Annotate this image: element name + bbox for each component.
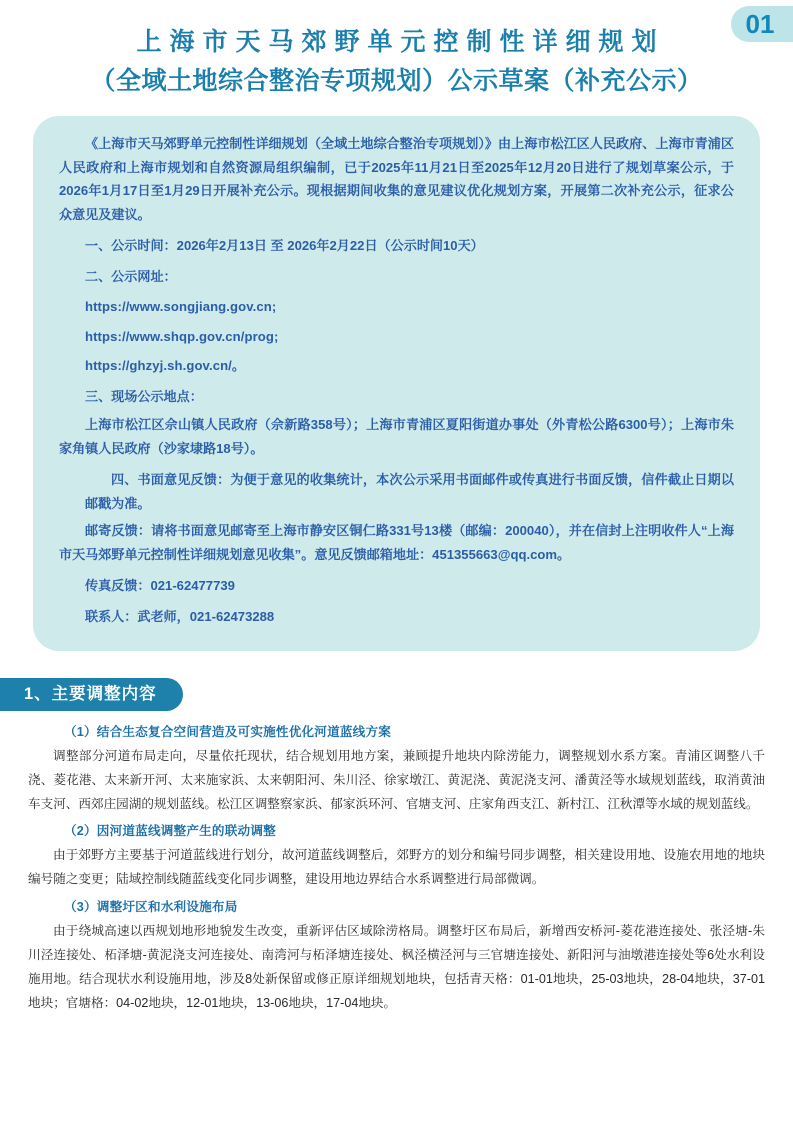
title-line-1: 上海市天马郊野单元控制性详细规划 [136,28,665,56]
title-line-2: （全域土地综合整治专项规划）公示草案（补充公示） [90,67,703,96]
subsection-2-heading: （2）因河道蓝线调整产生的联动调整 [64,824,276,839]
subsection-2-body: 由于郊野方主要基于河道蓝线进行划分，故河道蓝线调整后，郊野方的划分和编号同步调整，相关建设用地、设施农用地的地块编号随之变更；陆域控制线随蓝线变化同步调整，建设用地边界结合水系调整进行局部微调。 [28,848,765,887]
page-number-badge [731,6,793,42]
subsection-3-body: 由于绕城高速以西规划地形地貌发生改变，重新评估区域除涝格局。调整圩区布局后，新增西安桥河-菱花港连接处、张泾塘-朱川泾连接处、柘泽塘-黄泥浇支河连接处、南湾河与柘泽塘连接处、枫泾横泾河与三官塘连接处、新阳河与油墩港连接处等6处水利设施用地。结合现状水利设施用地，涉及8处新保留或修正原详细规划地块，包括青天格：01-01地块，25-03地块，28-04地块，37-01地块；官塘格：04-02地块，12-01地块，13-06地块，17-04地块。 [28,923,765,1011]
page-number-label: 01 [745,9,775,39]
announcement-fax-feedback: 传真反馈：021-62477739 [85,578,235,593]
section-header [0,678,793,711]
announcement-intro-paragraph: 《上海市天马郊野单元控制性详细规划（全域土地综合整治专项规划）》由上海市松江区人民政府、上海市青浦区人民政府和上海市规划和自然资源局组织编制，已于2025年11月21日至2025年12月20日进行了规划草案公示，于2026年1月17日至1月29日开展补充公示。现根据期间收集的意见建议优化规划方案，开展第二次补充公示，征求公众意见及建议。 [59,135,734,223]
subsection-3-heading: （3）调整圩区和水利设施布局 [64,899,238,914]
announcement-contact-person: 联系人：武老师，021-62473288 [85,608,275,624]
subsection-1-heading: （1）结合生态复合空间营造及可实施性优化河道蓝线方案 [64,724,392,739]
announcement-box [33,116,760,651]
section-header-pill [0,678,183,711]
section-header-label: 1、主要调整内容 [24,684,157,703]
announcement-mail-feedback: 邮寄反馈：请将书面意见邮寄至上海市静安区铜仁路331号13楼（邮编：200040），并在信封上注明收件人“上海市天马郊野单元控制性详细规划意见收集”。意见反馈邮箱地址：451355663@qq.com。 [59,523,734,563]
announcement-item-websites-heading: 二、公示网址： [85,268,177,284]
document-title [0,0,793,101]
announcement-url-shqp[interactable]: https://www.shqp.gov.cn/prog; [85,328,279,344]
announcement-item-onsite-heading: 三、现场公示地点： [85,389,203,405]
announcement-item-publicity-period: 一、公示时间：2026年2月13日 至 2026年2月22日（公示时间10天） [85,238,484,254]
announcement-item-written-feedback: 四、书面意见反馈：为便于意见的收集统计，本次公示采用书面邮件或传真进行书面反馈，信件截止日期以邮戳为准。 [85,471,734,511]
announcement-onsite-locations: 上海市松江区佘山镇人民政府（佘新路358号）；上海市青浦区夏阳街道办事处（外青松公路6300号）；上海市朱家角镇人民政府（沙家埭路18号）。 [59,417,734,456]
announcement-url-ghzyj[interactable]: https://ghzyj.sh.gov.cn/。 [85,358,246,374]
announcement-url-songjiang[interactable]: https://www.songjiang.gov.cn; [85,298,277,314]
main-content [28,721,765,1016]
subsection-1-body: 调整部分河道布局走向，尽量依托现状，结合规划用地方案，兼顾提升地块内除涝能力，调整规划水系方案。青浦区调整八千浇、菱花港、太来新开河、太来施家浜、太来朝阳河、朱川泾、徐家墩江、黄泥浇、黄泥浇支河、潘黄泾等水域规划蓝线，取消黄油车支河、西郊庄园湖的规划蓝线。松江区调整察家浜、郁家浜环河、官塘支河、庄家角西支江、新村江、江秋潭等水域的规划蓝线。 [28,748,765,812]
